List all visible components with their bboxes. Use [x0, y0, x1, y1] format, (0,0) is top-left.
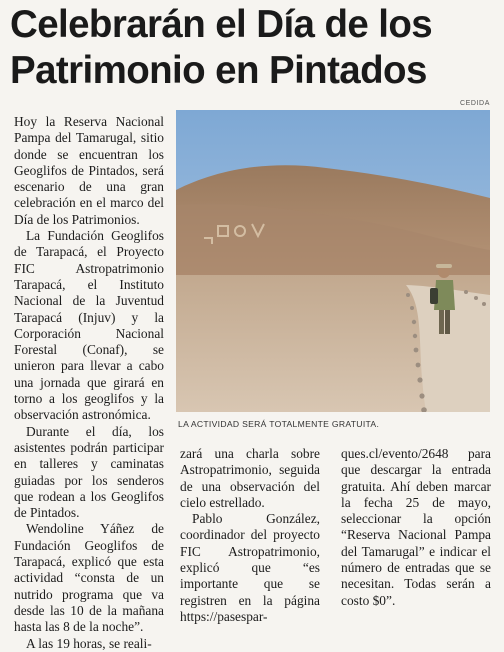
headline-line-2: Patrimonio en Pintados — [10, 49, 427, 92]
paragraph: Pablo González, coordinador del proyecto FIC Astropatrimonio, explicó que “es importante que se registren en la página https://pasespar- — [180, 511, 320, 624]
paragraph: Wendoline Yáñez de Fundación Geoglifos de Tarapacá, explicó que esta actividad “consta de un nutrido programa que va desde las 10 de la mañana hasta las 8 de la noche”. — [14, 521, 164, 635]
paragraph: La Fundación Geoglifos de Tarapacá, el Proyecto FIC Astropatrimonio Tarapacá, el Instituto Nacional de la Juventud Tarapacá (Injuv) y la Corporación Nacional Forestal (Conaf), se unieron para llevar a cabo una jornada que girará en torno a los geoglifos y la observación astronómica. — [14, 228, 164, 423]
photo-caption: LA ACTIVIDAD SERÁ TOTALMENTE GRATUITA. — [178, 419, 380, 429]
text-column-1 — [14, 114, 164, 652]
headline-line-1: Celebrarán el Día de los — [10, 3, 433, 46]
desert-landscape-illustration — [176, 110, 490, 412]
text-column-3 — [341, 446, 491, 609]
paragraph: A las 19 horas, se reali- — [26, 635, 152, 651]
article-headline — [10, 2, 496, 94]
article-photo — [176, 110, 490, 412]
photo-credit: CEDIDA — [459, 100, 490, 107]
paragraph: Durante el día, los asistentes podrán participar en talleres y caminatas guiadas por los senderos que rodean a los Geoglifos de Pintados. — [14, 423, 164, 521]
text-column-2 — [180, 446, 320, 625]
paragraph: zará una charla sobre Astropatrimonio, seguida de una observación del cielo estrellado. — [180, 446, 320, 510]
paragraph: Hoy la Reserva Nacional Pampa del Tamarugal, sitio donde se encuentran los Geoglifos de Pintados, será escenario de una gran celebración en el marco del Día de los Patrimonios. — [14, 114, 164, 227]
paragraph: ques.cl/evento/2648 para que descargar la entrada gratuita. Ahí deben marcar la fecha 25 de mayo, seleccionar la opción “Reserva Nacional Pampa del Tamarugal” e indicar el número de entradas que se necesitan. Todas serán a costo $0”. — [341, 446, 491, 608]
